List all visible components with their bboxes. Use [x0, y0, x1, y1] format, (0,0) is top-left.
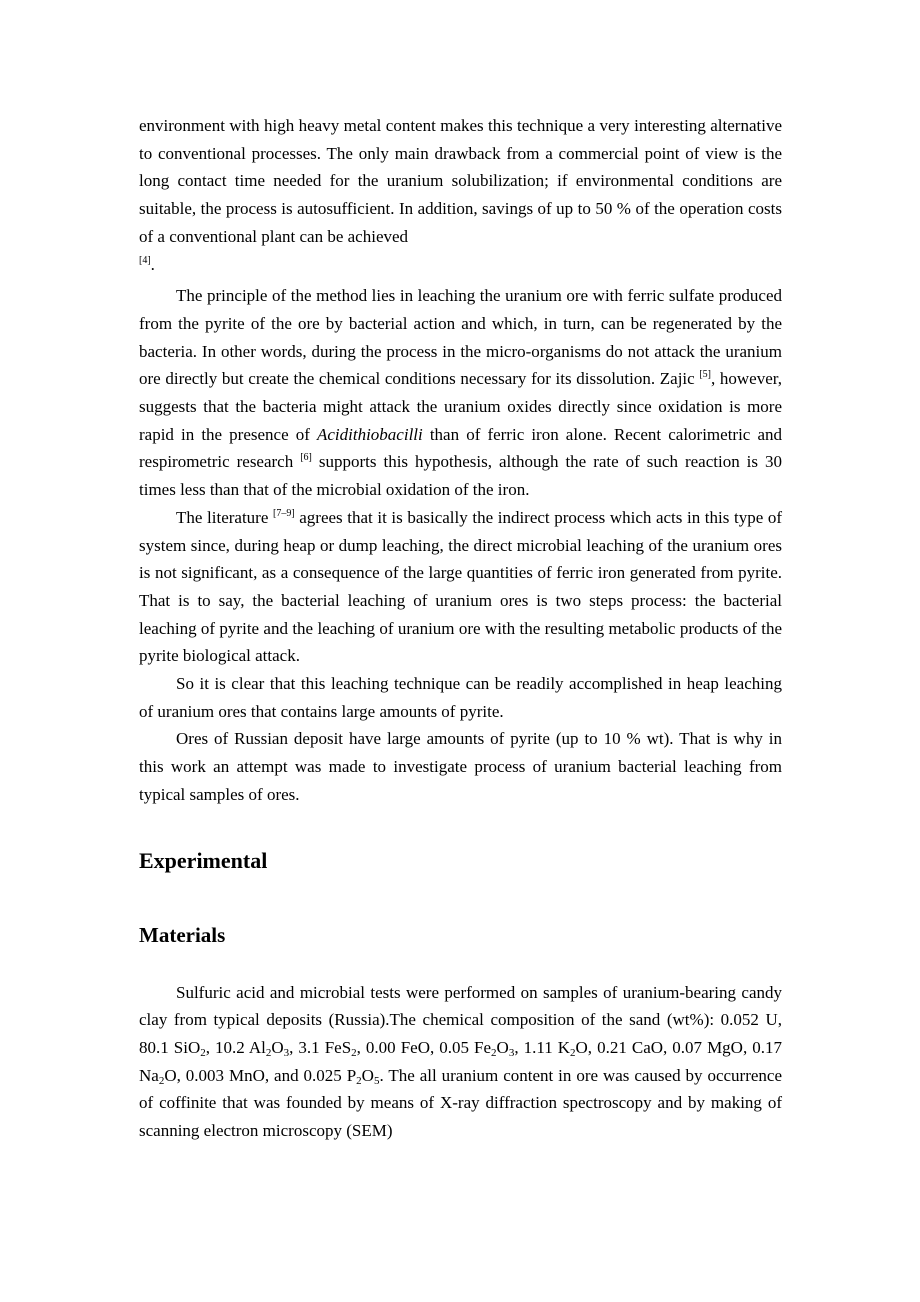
- paragraph-principle: [139, 282, 782, 504]
- paragraph-intro-continuation: [139, 112, 782, 278]
- document-page: [139, 112, 782, 1145]
- paragraph-text: O, 0.21 CaO, 0.07 MgO, 0.17 Na: [139, 1037, 782, 1085]
- paragraph-text: The literature: [176, 507, 273, 527]
- paragraph-materials: [139, 979, 782, 1145]
- paragraph-text: than of ferric iron alone. Recent calorimetric and respirometric research: [139, 424, 782, 472]
- subscript: 5: [373, 1074, 380, 1087]
- paragraph-text: O, 0.003 MnO, and 0.025 P: [164, 1065, 357, 1085]
- subscript: 2: [200, 1046, 206, 1059]
- paragraph-text: supports this hypothesis, although the rate of such reaction is 30 times less than that of the microbial oxidation of the iron.: [139, 452, 782, 500]
- paragraph-text: So it is clear that this leaching technique can be readily accomplished in heap leaching of uranium ores that contains large amounts of pyrite.: [139, 674, 782, 721]
- subscript: 2: [491, 1046, 497, 1059]
- citation-ref: [6]: [300, 452, 312, 464]
- paragraph-text: , 3.1 FeS: [289, 1037, 352, 1057]
- paragraph-text: Sulfuric acid and microbial tests were performed on samples of uranium-bearing candy clay from typical deposits (Russia).The chemical composition of the sand (wt%): 0.052 U, 80.1 SiO: [139, 982, 782, 1057]
- subscript: 3: [283, 1046, 290, 1059]
- subscript: 2: [351, 1046, 357, 1059]
- subscript: 2: [570, 1046, 576, 1059]
- citation-ref: [5]: [699, 369, 711, 381]
- paragraph-text: . The all uranium content in ore was caused by occurrence of coffinite that was founded by means of X-ray diffraction spectroscopy and by making of scanning electron microscopy (SEM): [139, 1065, 782, 1141]
- paragraph-text: O: [271, 1037, 284, 1057]
- paragraph-text: , 1.11 K: [514, 1037, 571, 1057]
- paragraph-russian-ores: [139, 725, 782, 808]
- paragraph-literature: [139, 504, 782, 670]
- paragraph-text: , however, suggests that the bacteria might attack the uranium oxides directly since oxidation is more rapid in the presence of: [139, 369, 782, 444]
- paragraph-text: agrees that it is basically the indirect process which acts in this type of system since, during heap or dump leaching, the direct microbial leaching of the uranium ores is not significant, as a consequence of the large quantities of ferric iron generated from pyrite. That is to say, the bacterial leaching of uranium ores is two steps process: the bacterial leaching of pyrite and the leaching of uranium ore with the resulting metabolic products of the pyrite biological attack.: [139, 507, 782, 666]
- paragraph-text: The principle of the method lies in leaching the uranium ore with ferric sulfate produced from the pyrite of the ore by bacterial action and which, in turn, can be regenerated by the bacteria. In other words, during the process in the micro-organisms do not attack the uranium ore directly but create the chemical conditions necessary for its dissolution. Zajic: [139, 286, 782, 389]
- subscript: 3: [508, 1046, 515, 1059]
- paragraph-text: Ores of Russian deposit have large amounts of pyrite (up to 10 % wt). That is why in this work an attempt was made to investigate process of uranium bacterial leaching from typical samples of ores.: [139, 729, 782, 804]
- subscript: 2: [265, 1046, 272, 1059]
- paragraph-text: environment with high heavy metal content makes this technique a very interesting alternative to conventional processes. The only main drawback from a commercial point of view is the long contact time needed for the uranium solubilization; if environmental conditions are suitable, the process is autosufficient. In addition, savings of up to 50 % of the operation costs of a conventional plant can be achieved: [139, 116, 782, 246]
- subscript: 2: [158, 1074, 165, 1087]
- subscript: 2: [356, 1074, 362, 1087]
- paragraph-text: , 10.2 Al: [205, 1037, 266, 1057]
- paragraph-text: , 0.00 FeO, 0.05 Fe: [356, 1037, 492, 1057]
- citation-ref: [7–9]: [272, 507, 295, 519]
- subsection-heading-materials: Materials: [139, 922, 226, 947]
- paragraph-text: O: [496, 1037, 509, 1057]
- paragraph-end-punct: .: [150, 254, 155, 274]
- organism-name: Acidithiobacilli: [316, 424, 423, 444]
- section-heading-experimental: Experimental: [139, 847, 268, 873]
- citation-ref: [4]: [139, 254, 151, 266]
- paragraph-conclusion: [139, 670, 782, 725]
- paragraph-text: O: [361, 1065, 374, 1085]
